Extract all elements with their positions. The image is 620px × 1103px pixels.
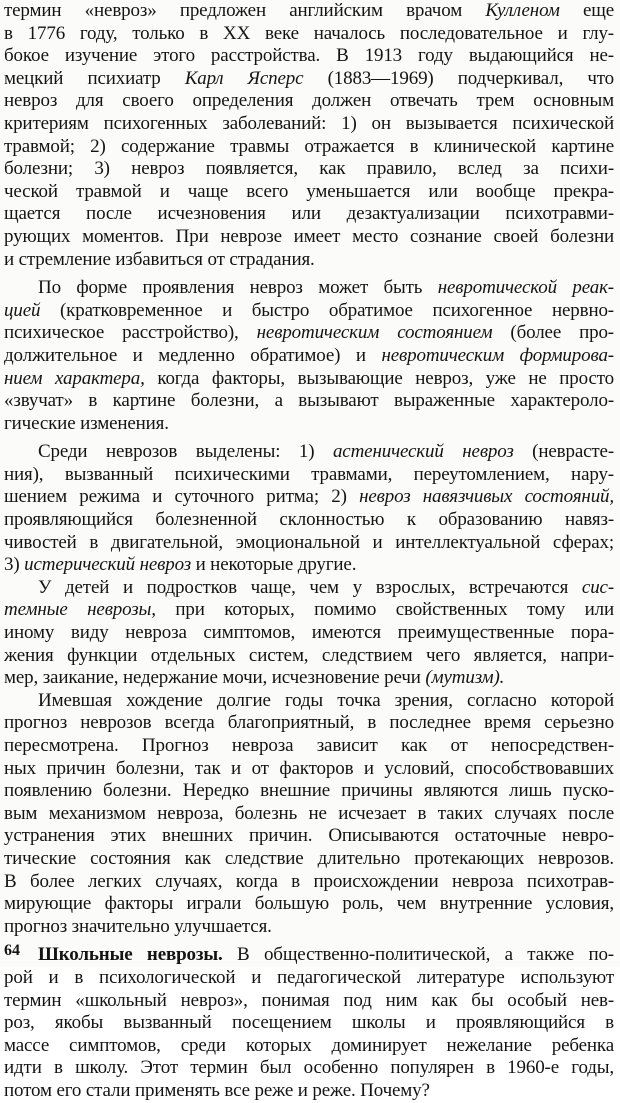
page-body-text xyxy=(4,0,614,1103)
text-line: мер, заикание, недержание мочи, исчезновение речи (мутизм). xyxy=(4,667,505,689)
text-line: рующих моментов. При неврозе имеет место сознание своей болезни xyxy=(4,225,614,247)
text-line: 3) истерический невроз и некоторые другие. xyxy=(4,554,357,576)
text-line: Среди неврозов выделены: 1) астенический невроз (неврасте- xyxy=(38,441,614,463)
section-heading-inline: Школьные неврозы. xyxy=(38,944,223,966)
text-line: роз, якобы вызванный посещением школы и проявляющийся в xyxy=(4,1012,614,1034)
text-line: потом его стали применять все реже и реже. Почему? xyxy=(4,1079,430,1101)
text-line: вым механизмом невроза, болезнь не исчезает в таких случаях после xyxy=(4,802,614,824)
text-line: По форме проявления невроз может быть невротической реак- xyxy=(38,277,614,299)
text-line: невроз для своего определения должен отвечать трем основным xyxy=(4,90,614,112)
text-line: мирующие факторы играли большую роль, чем внутренние условия, xyxy=(4,893,614,915)
text-line: психическое расстройство), невротическим состоянием (более про- xyxy=(4,322,614,344)
text-line: термин «невроз» предложен английским врачом Кулленом еще xyxy=(4,0,614,21)
paragraph-systemic-neuroses xyxy=(4,577,614,690)
text-line: прогноз неврозов всегда благоприятный, в последнее время серьезно xyxy=(4,712,614,734)
text-line: рой и в психологической и педагогической литературе используют xyxy=(4,966,614,988)
text-line: ния), вызванный психическими травмами, переутомлением, нару- xyxy=(4,463,614,485)
text-line: тические состояния как следствие длительно протекающих неврозов. xyxy=(4,847,614,869)
text-line: прогноз значительно улучшается. xyxy=(4,915,272,937)
paragraph-nevroz-definition xyxy=(4,0,614,271)
text-line: пересмотрена. Прогноз невроза зависит как от непосредствен- xyxy=(4,735,614,756)
text-line: болезни; 3) невроз появляется, как правило, вслед за психи- xyxy=(4,158,614,180)
text-line: «звучат» в картине болезни, а вызывают выраженные характероло- xyxy=(4,390,614,412)
text-line: и стремление избавиться от страдания. xyxy=(4,248,315,270)
text-line: бокое изучение этого расстройства. В 1913 году выдающийся не- xyxy=(4,45,614,67)
text-line: В более легких случаях, когда в происхождении невроза психотрав- xyxy=(4,870,614,892)
text-line: появлению болезни. Нередко внешние причины являются лишь пуско- xyxy=(4,780,614,802)
text-line: щается после исчезновения или дезактуализации психотравми- xyxy=(4,203,614,225)
text-line: травмой; 2) содержание травмы отражается в клинической картине xyxy=(4,135,614,157)
text-line: У детей и подростков чаще, чем у взрослых, встречаются сис- xyxy=(38,576,614,598)
text-line: термин «школьный невроз», понимая под ним как бы особый нев- xyxy=(4,989,614,1011)
text-line: темные неврозы, при которых, помимо свойственных тому или xyxy=(4,599,614,621)
text-line: Имевшая хождение долгие годы точка зрения, согласно которой xyxy=(38,689,614,711)
paragraph-neurosis-types xyxy=(4,441,614,577)
text-line: ческой травмой и чаще всего уменьшается или вообще прекра- xyxy=(4,180,614,202)
paragraph-school-neuroses xyxy=(4,944,614,1102)
text-line: должительное и медленно обратимое) и невротическим формирова- xyxy=(4,344,614,366)
text-line: критериям психогенных заболеваний: 1) он вызывается психической xyxy=(4,112,614,134)
text-line: ных причин болезни, так и от факторов и условий, способствовавших xyxy=(4,757,614,779)
text-line: цией (кратковременное и быстро обратимое психогенное нервно- xyxy=(4,299,614,321)
text-line: нием характера, когда факторы, вызывающие невроз, уже не просто xyxy=(4,367,614,389)
paragraph-forms-of-neurosis xyxy=(4,277,614,435)
text-line: гические изменения. xyxy=(4,412,169,434)
text-line: жения функции отдельных систем, следствием чего является, напри- xyxy=(4,644,614,666)
text-line: шением режима и суточного ритма; 2) невроз навязчивых состояний, xyxy=(4,486,614,508)
text-line: идти в школу. Этот термин был особенно популярен в 1960-е годы, xyxy=(4,1057,614,1079)
text-line: мецкий психиатр Карл Ясперс (1883—1969) подчеркивал, что xyxy=(4,67,614,89)
text-line: иному виду невроза симптомов, имеются преимущественные пора- xyxy=(4,622,614,644)
text-line: чивостей в двигательной, эмоциональной и интеллектуальной сферах; xyxy=(4,531,614,553)
text-line: массе симптомов, среди которых доминирует нежелание ребенка xyxy=(4,1034,614,1056)
page-number: 64 xyxy=(4,942,20,959)
paragraph-prognosis xyxy=(4,690,614,939)
text-line: проявляющийся болезненной склонностью к образованию навяз- xyxy=(4,509,614,531)
text-line: устранения этих внешних причин. Описываются остаточные невро- xyxy=(4,825,614,847)
text-line: в 1776 году, только в XX веке началось последовательное и глу- xyxy=(4,22,614,44)
text-line: Школьные неврозы. В общественно-политической, а также по- xyxy=(38,944,614,966)
